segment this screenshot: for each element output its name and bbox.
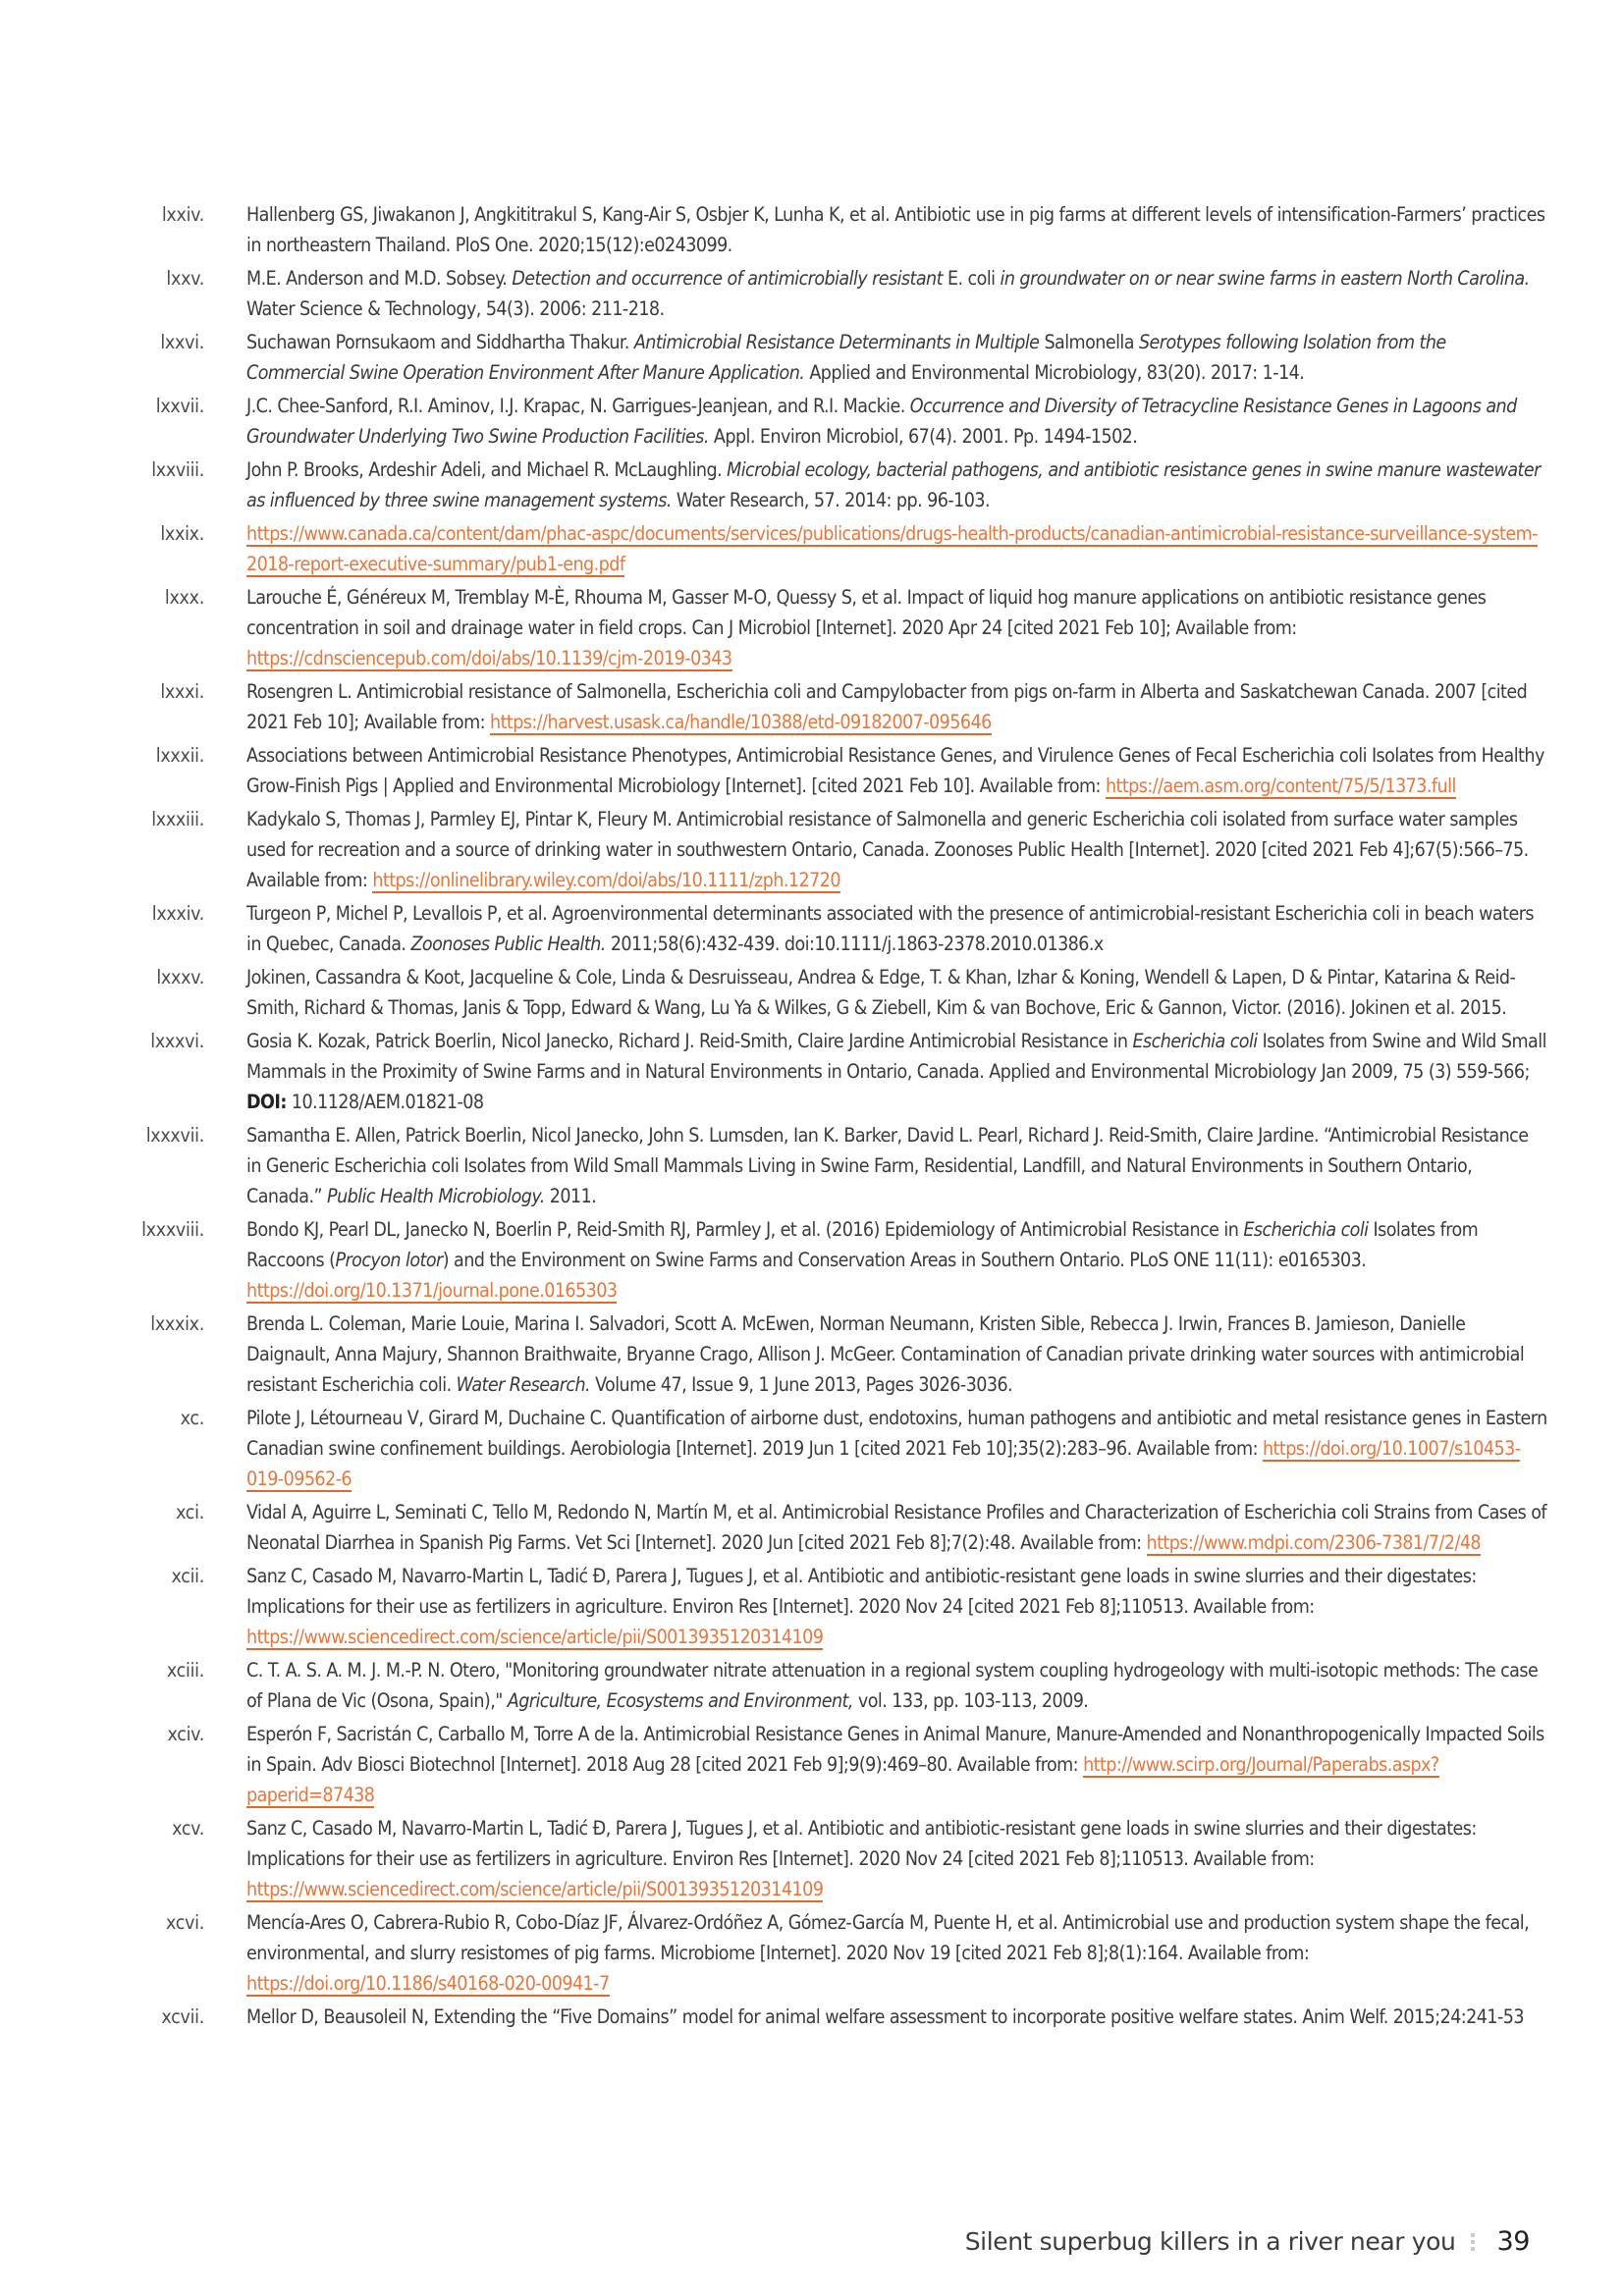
footer-title: Silent superbug killers in a river near you [964,2227,1456,2256]
reference-item [0,518,1624,579]
reference-text [246,1214,1547,1306]
reference-item [0,898,1624,959]
reference-plain-text: Pilote J, Létourneau V, Girard M, Duchaine C. Quantification of airborne dust, endotoxins, human pathogens and antibiotic and metal resistance genes in Eastern Canadian swine confinement buildings. Aerobiologia [Internet]. 2019 Jun 1 [cited 2021 Feb 10];35(2):283–96. Available from: [246,1407,1547,1460]
reference-plain-text: C. T. A. S. A. M. J. M.-P. N. Otero, "Monitoring groundwater nitrate attenuation in a regional system coupling hydrogeology with multi-isotopic methods: The case of Plana de Vic (Osona, Spain)," [246,1659,1539,1712]
reference-text [246,1026,1547,1117]
reference-text [246,962,1547,1023]
reference-plain-text: Appl. Environ Microbiol, 67(4). 2001. Pp. 1494-1502. [708,425,1138,448]
reference-plain-text: Mellor D, Beausoleil N, Extending the “Five Domains” model for animal welfare assessment to incorporate positive welfare states. Anim Welf. 2015;24:241-53 [246,2005,1525,2028]
reference-plain-text: Applied and Environmental Microbiology, 83(20). 2017: 1-14. [804,361,1305,384]
reference-number: xc. [180,1407,204,1429]
reference-link[interactable]: https://doi.org/10.1186/s40168-020-00941-7 [246,1972,610,1995]
reference-plain-text: Sanz C, Casado M, Navarro-Martin L, Tadić Đ, Parera J, Tugues J, et al. Antibiotic and antibiotic-resistant gene loads in swine slurries and their digestates: Implications for their use as fertilizers in agriculture. Environ Res [Internet]. 2020 Nov 24 [cited 2021 Feb 8];110513. Available from: [246,1565,1477,1618]
reference-plain-text: Mencía-Ares O, Cabrera-Rubio R, Cobo-Díaz JF, Álvarez-Ordóñez A, Gómez-García M, Puente H, et al. Antimicrobial use and production system shape the fecal, environmental, and slurry resistomes of pig farms. Microbiome [Internet]. 2020 Nov 19 [cited 2021 Feb 8];8(1):164. Available from: [246,1911,1530,1964]
reference-plain-text: Turgeon P, Michel P, Levallois P, et al. Agroenvironmental determinants associated with the presence of antimicrobial-resistant Escherichia coli in beach waters in Quebec, Canada. [246,902,1534,955]
reference-number: lxxiv. [161,203,204,226]
reference-plain-text: 2011. [544,1185,597,1207]
reference-plain-text: 2011;58(6):432-439. doi:10.1111/j.1863-2378.2010.01386.x [605,933,1104,955]
reference-text [246,804,1547,895]
reference-text [246,898,1547,959]
reference-item [0,391,1624,452]
reference-number: lxxxiii. [151,808,204,830]
reference-italic-text: Escherichia coli [1243,1218,1369,1241]
reference-text [246,327,1547,388]
vertical-dots-icon [1471,2233,1475,2251]
reference-text [246,1719,1547,1810]
reference-link[interactable]: https://www.sciencedirect.com/science/article/pii/S0013935120314109 [246,1626,824,1648]
reference-list [0,199,1624,2035]
reference-plain-text: J.C. Chee-Sanford, R.I. Aminov, I.J. Krapac, N. Garrigues-Jeanjean, and R.I. Mackie. [246,395,910,417]
reference-text [246,1403,1547,1494]
reference-item [0,1561,1624,1652]
reference-item [0,1403,1624,1494]
reference-text [246,199,1547,260]
reference-text [246,1907,1547,1999]
reference-item [0,1497,1624,1558]
reference-text [246,263,1547,324]
reference-item [0,199,1624,260]
reference-link[interactable]: https://harvest.usask.ca/handle/10388/etd-09182007-095646 [490,711,992,733]
reference-link[interactable]: https://www.canada.ca/content/dam/phac-aspc/documents/services/publications/drugs-health-products/canadian-antimicrobial-resistance-surveillance-system-2018-report-executive-summary/pub1-eng.pdf [246,522,1538,575]
reference-link[interactable]: https://onlinelibrary.wiley.com/doi/abs/10.1111/zph.12720 [372,869,840,891]
reference-item [0,740,1624,801]
reference-italic-text: Zoonoses Public Health. [410,933,606,955]
reference-plain-text: Sanz C, Casado M, Navarro-Martin L, Tadić Đ, Parera J, Tugues J, et al. Antibiotic and antibiotic-resistant gene loads in swine slurries and their digestates: Implications for their use as fertilizers in agriculture. Environ Res [Internet]. 2020 Nov 24 [cited 2021 Feb 8];110513. Available from: [246,1817,1477,1870]
reference-item [0,804,1624,895]
reference-text [246,518,1547,579]
reference-number: lxxxix. [150,1312,204,1335]
reference-item [0,1813,1624,1904]
reference-number: lxxix. [160,522,204,545]
reference-plain-text: Esperón F, Sacristán C, Carballo M, Torre A de la. Antimicrobial Resistance Genes in Animal Manure, Manure-Amended and Nonanthropogenically Impacted Soils in Spain. Adv Biosci Biotechnol [Internet]. 2018 Aug 28 [cited 2021 Feb 9];9(9):469–80. Available from: [246,1723,1544,1776]
reference-link[interactable]: https://doi.org/10.1371/journal.pone.0165303 [246,1279,618,1302]
reference-italic-text: Public Health Microbiology. [327,1185,545,1207]
reference-plain-text: Gosia K. Kozak, Patrick Boerlin, Nicol Janecko, Richard J. Reid-Smith, Claire Jardine Antimicrobial Resistance in [246,1030,1133,1052]
reference-number: xcvi. [165,1911,204,1934]
reference-plain-text: Jokinen, Cassandra & Koot, Jacqueline & Cole, Linda & Desruisseau, Andrea & Edge, T. & Khan, Izhar & Koning, Wendell & Lapen, D & Pintar, Katarina & Reid-Smith, Richard & Thomas, Janis & Topp, Edward & Wang, Lu Ya & Wilkes, G & Ziebell, Kim & van Bochove, Eric & Gannon, Victor. (2016). Jokinen et al. 2015. [246,966,1516,1019]
page-footer [965,2226,1530,2257]
reference-plain-text: 10.1128/AEM.01821-08 [286,1091,484,1113]
reference-text [246,454,1547,515]
reference-item [0,1026,1624,1117]
reference-text [246,676,1547,737]
reference-text [246,740,1547,801]
reference-number: lxxviii. [151,458,204,481]
reference-number: lxxxiv. [151,902,204,925]
reference-number: lxxxviii. [141,1218,204,1241]
reference-italic-text: Serotypes following Isolation from the Commercial Swine Operation Environment After Manure Application. [246,331,1446,384]
reference-plain-text: Bondo KJ, Pearl DL, Janecko N, Boerlin P, Reid-Smith RJ, Parmley J, et al. (2016) Epidemiology of Antimicrobial Resistance in [246,1218,1244,1241]
reference-plain-text: Samantha E. Allen, Patrick Boerlin, Nicol Janecko, John S. Lumsden, Ian K. Barker, David L. Pearl, Richard J. Reid-Smith, Claire Jardine. “Antimicrobial Resistance in Generic Escherichia coli Isolates from Wild Small Mammals Living in Swine Farm, Residential, Landfill, and Natural Environments in Southern Ontario, Canada.” [246,1124,1529,1207]
reference-text [246,1120,1547,1211]
reference-item [0,1719,1624,1810]
reference-item [0,1655,1624,1716]
reference-link[interactable]: https://www.sciencedirect.com/science/article/pii/S0013935120314109 [246,1878,824,1900]
reference-italic-text: Escherichia coli [1132,1030,1258,1052]
reference-item [0,263,1624,324]
reference-plain-text: Suchawan Pornsukaom and Siddhartha Thakur. [246,331,634,353]
reference-item [0,1120,1624,1211]
reference-item [0,1907,1624,1999]
reference-item [0,1308,1624,1400]
reference-number: xci. [176,1501,204,1523]
reference-italic-text: Occurrence and Diversity of Tetracycline Resistance Genes in Lagoons and Groundwater Underlying Two Swine Production Facilities. [246,395,1517,448]
reference-link[interactable]: https://cdnsciencepub.com/doi/abs/10.1139/cjm-2019-0343 [246,647,732,669]
reference-plain-text: Isolates from Raccoons ( [246,1218,1479,1271]
reference-item [0,962,1624,1023]
reference-italic-text: Antimicrobial Resistance Determinants in Multiple [633,331,1045,353]
reference-item [0,1214,1624,1306]
reference-text [246,391,1547,452]
reference-number: lxxvii. [155,395,204,417]
reference-bold-label: DOI: [246,1091,287,1113]
reference-plain-text: Kadykalo S, Thomas J, Parmley EJ, Pintar K, Fleury M. Antimicrobial resistance of Salmonella and generic Escherichia coli isolated from surface water samples used for recreation and a source of drinking water in southwestern Ontario, Canada. Zoonoses Public Health [Internet]. 2020 [cited 2021 Feb 4];67(5):566–75. Available from: [246,808,1529,891]
reference-number: xcvii. [161,2005,204,2028]
reference-number: xcii. [171,1565,204,1587]
reference-text [246,1497,1547,1558]
reference-plain-text: E. coli [947,267,1001,290]
reference-item [0,2002,1624,2032]
reference-item [0,454,1624,515]
reference-item [0,676,1624,737]
reference-italic-text: Water Research. [456,1373,591,1396]
reference-text [246,582,1547,673]
reference-number: lxxvi. [160,331,204,353]
reference-text [246,1813,1547,1904]
reference-link[interactable]: http://www.scirp.org/Journal/Paperabs.aspx?paperid=87438 [246,1753,1439,1806]
reference-plain-text: Associations between Antimicrobial Resistance Phenotypes, Antimicrobial Resistance Genes, and Virulence Genes of Fecal Escherichia coli Isolates from Healthy Grow-Finish Pigs | Applied and Environmental Microbiology [Internet]. [cited 2021 Feb 10]. Available from: [246,744,1544,797]
reference-plain-text: Brenda L. Coleman, Marie Louie, Marina I. Salvadori, Scott A. McEwen, Norman Neumann, Kristen Sible, Rebecca J. Irwin, Frances B. Jamieson, Danielle Daignault, Anna Majury, Shannon Braithwaite, Bryanne Crago, Allison J. McGeer. Contamination of Canadian private drinking water sources with antimicrobial resistant Escherichia coli. [246,1312,1525,1396]
reference-plain-text: John P. Brooks, Ardeshir Adeli, and Michael R. McLaughling. [246,458,728,481]
reference-number: lxxxi. [160,680,204,703]
reference-number: lxxxii. [155,744,204,767]
reference-italic-text: Procyon lotor [335,1249,443,1271]
reference-italic-text: Microbial ecology, bacterial pathogens, and antibiotic resistance genes in swine manure wastewater as influenced by three swine management systems. [246,458,1541,511]
reference-plain-text: vol. 133, pp. 103-113, 2009. [852,1689,1089,1712]
reference-number: lxxv. [166,267,204,290]
reference-number: xciv. [167,1723,204,1745]
reference-number: lxxx. [164,586,204,609]
reference-plain-text: Vidal A, Aguirre L, Seminati C, Tello M, Redondo N, Martín M, et al. Antimicrobial Resistance Profiles and Characterization of Escherichia coli Strains from Cases of Neonatal Diarrhea in Spanish Pig Farms. Vet Sci [Internet]. 2020 Jun [cited 2021 Feb 8];7(2):48. Available from: [246,1501,1547,1554]
reference-number: lxxxvii. [145,1124,204,1147]
reference-text [246,1655,1547,1716]
reference-item [0,582,1624,673]
reference-plain-text: Water Science & Technology, 54(3). 2006: 211-218. [246,297,665,320]
reference-number: xciii. [166,1659,204,1682]
reference-plain-text: Rosengren L. Antimicrobial resistance of Salmonella, Escherichia coli and Campylobacter from pigs on-farm in Alberta and Saskatchewan Canada. 2007 [cited 2021 Feb 10]; Available from: [246,680,1528,733]
reference-plain-text: Isolates from Swine and Wild Small Mammals in the Proximity of Swine Farms and in Natural Environments in Ontario, Canada. Applied and Environmental Microbiology Jan 2009, 75 (3) 559-566; [246,1030,1546,1083]
reference-number: lxxxvi. [150,1030,204,1052]
reference-number: xcv. [172,1817,204,1840]
reference-text [246,1308,1547,1400]
reference-link[interactable]: https://doi.org/10.1007/s10453-019-09562-6 [246,1437,1521,1490]
reference-italic-text: Agriculture, Ecosystems and Environment, [507,1689,853,1712]
reference-plain-text: M.E. Anderson and M.D. Sobsey. [246,267,513,290]
reference-plain-text: Salmonella [1044,331,1139,353]
reference-text [246,1561,1547,1652]
reference-link[interactable]: https://aem.asm.org/content/75/5/1373.full [1105,774,1456,797]
reference-link[interactable]: https://www.mdpi.com/2306-7381/7/2/48 [1146,1531,1482,1554]
reference-text [246,2002,1547,2032]
reference-plain-text: Hallenberg GS, Jiwakanon J, Angkititrakul S, Kang-Air S, Osbjer K, Lunha K, et al. Antibiotic use in pig farms at different levels of intensification-Farmers’ practices in northeastern Thailand. PloS One. 2020;15(12):e0243099. [246,203,1545,256]
reference-plain-text: Volume 47, Issue 9, 1 June 2013, Pages 3026-3036. [590,1373,1013,1396]
page-number: 39 [1496,2226,1530,2257]
reference-italic-text: Detection and occurrence of antimicrobially resistant [512,267,947,290]
reference-plain-text: Larouche É, Généreux M, Tremblay M-È, Rhouma M, Gasser M-O, Quessy S, et al. Impact of liquid hog manure applications on antibiotic resistance genes concentration in soil and drainage water in field crops. Can J Microbiol [Internet]. 2020 Apr 24 [cited 2021 Feb 10]; Available from: [246,586,1487,639]
reference-plain-text: Water Research, 57. 2014: pp. 96-103. [671,489,990,511]
reference-plain-text: ) and the Environment on Swine Farms and Conservation Areas in Southern Ontario. PLoS ONE 11(11): e0165303. [442,1249,1367,1271]
reference-item [0,327,1624,388]
reference-number: lxxxv. [156,966,204,988]
reference-italic-text: in groundwater on or near swine farms in eastern North Carolina. [1000,267,1530,290]
